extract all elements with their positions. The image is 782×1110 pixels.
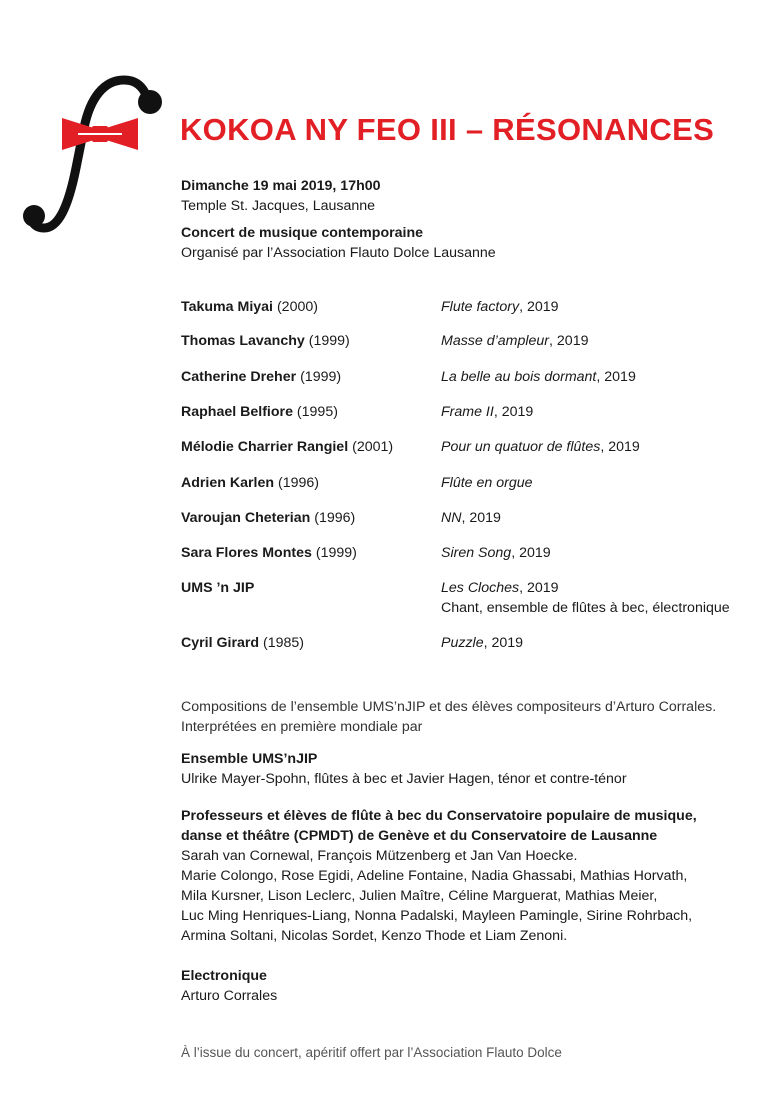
ensemble-heading: Ensemble UMS’nJIP: [181, 751, 318, 767]
composer-name: Raphael Belfiore: [181, 404, 293, 420]
composer-name: Sara Flores Montes: [181, 545, 312, 561]
composer: [181, 367, 341, 387]
piece: [441, 473, 533, 493]
piece-note: Chant, ensemble de flûtes à bec, électronique: [441, 600, 730, 616]
piece-date: , 2019: [519, 299, 559, 315]
piece: [441, 402, 533, 422]
event-type: Concert de musique contemporaine: [181, 225, 424, 241]
composer-year: (1985): [263, 635, 305, 651]
piece-title: Masse d’ampleur: [441, 333, 550, 349]
page-title: KOKOA NY FEO III – RÉSONANCES: [180, 112, 715, 147]
teachers-section: [181, 806, 697, 946]
electronics-name: Arturo Corrales: [181, 988, 278, 1004]
composer-year: (1995): [296, 404, 338, 420]
composer-name: Takuma Miyai: [181, 299, 273, 315]
event-date: Dimanche 19 mai 2019, 17h00: [181, 178, 381, 194]
composer-name: Catherine Dreher: [181, 369, 297, 385]
piece: [441, 633, 523, 653]
performer-line: Marie Colongo, Rose Egidi, Adeline Fontaine, Nadia Ghassabi, Mathias Horvath,: [181, 868, 688, 884]
composer: [181, 437, 393, 457]
electronics-section: [181, 966, 277, 1006]
performer-line: Armina Soltani, Nicolas Sordet, Kenzo Thode et Liam Zenoni.: [181, 928, 568, 944]
composer: [181, 543, 357, 563]
event-organizer: Organisé par l’Association Flauto Dolce Lausanne: [181, 245, 496, 261]
intro-line: Compositions de l’ensemble UMS’nJIP et des élèves compositeurs d’Arturo Corrales.: [181, 699, 717, 715]
piece-date: , 2019: [461, 510, 501, 526]
piece-title: Pour un quatuor de flûtes: [441, 439, 601, 455]
composer: [181, 402, 338, 422]
ensemble-members: Ulrike Mayer-Spohn, flûtes à bec et Javier Hagen, ténor et contre-ténor: [181, 771, 627, 787]
piece-title: Puzzle: [441, 635, 484, 651]
event-info: [181, 176, 381, 216]
piece: [441, 297, 559, 317]
performer-line: Mila Kursner, Lison Leclerc, Julien Maître, Céline Marguerat, Mathias Meier,: [181, 888, 658, 904]
piece: [441, 543, 551, 563]
composer: [181, 473, 319, 493]
composer-year: (1996): [314, 510, 356, 526]
composer-year: (1999): [315, 545, 357, 561]
composer-year: (1999): [300, 369, 342, 385]
electronics-heading: Electronique: [181, 968, 267, 984]
piece-title: Flute factory: [441, 299, 520, 315]
composer: [181, 633, 304, 653]
composer-name: UMS ’n JIP: [181, 580, 255, 596]
performer-line: Luc Ming Henriques-Liang, Nonna Padalski, Mayleen Pamingle, Sirine Rohrbach,: [181, 908, 693, 924]
piece: [441, 578, 730, 618]
piece-title: Frame II: [441, 404, 494, 420]
piece-date: , 2019: [549, 333, 589, 349]
composer-name: Mélodie Charrier Rangiel: [181, 439, 349, 455]
composer: [181, 508, 355, 528]
event-venue: Temple St. Jacques, Lausanne: [181, 198, 376, 214]
composer-name: Adrien Karlen: [181, 475, 275, 491]
piece-title: Les Cloches: [441, 580, 520, 596]
piece-date: , 2019: [511, 545, 551, 561]
piece: [441, 437, 640, 457]
piece-date: , 2019: [493, 404, 534, 420]
piece-title: La belle au bois dormant: [441, 369, 597, 385]
composer-year: (2001): [352, 439, 394, 455]
performer-line: Sarah van Cornewal, François Mützenberg et Jan Van Hoecke.: [181, 848, 578, 864]
composer-name: Thomas Lavanchy: [181, 333, 305, 349]
teachers-heading: danse et théâtre (CPMDT) de Genève et du Conservatoire de Lausanne: [181, 828, 658, 844]
event-description: [181, 223, 496, 263]
piece-title: NN: [441, 510, 462, 526]
piece-title: Siren Song: [441, 545, 512, 561]
composer: [181, 297, 318, 317]
composer-year: (2000): [276, 299, 318, 315]
intro-line: Interprétées en première mondiale par: [181, 719, 423, 735]
f-bowtie-logo-icon: [20, 68, 170, 248]
piece: [441, 367, 636, 387]
intro-text: [181, 697, 716, 737]
ensemble-section: [181, 749, 627, 789]
piece: [441, 331, 588, 351]
teachers-heading: Professeurs et élèves de flûte à bec du Conservatoire populaire de musique,: [181, 808, 697, 824]
piece-date: , 2019: [600, 439, 640, 455]
composer-name: Cyril Girard: [181, 635, 260, 651]
composer: [181, 331, 350, 351]
piece-date: , 2019: [596, 369, 636, 385]
piece-date: , 2019: [519, 580, 559, 596]
piece-date: , 2019: [483, 635, 524, 651]
composer-name: Varoujan Cheterian: [181, 510, 311, 526]
composer: [181, 578, 254, 598]
footer-note: À l’issue du concert, apéritif offert par l’Association Flauto Dolce: [181, 1045, 562, 1060]
piece: [441, 508, 501, 528]
composer-year: (1996): [277, 475, 319, 491]
piece-title: Flûte en orgue: [441, 475, 533, 491]
composer-year: (1999): [308, 333, 350, 349]
